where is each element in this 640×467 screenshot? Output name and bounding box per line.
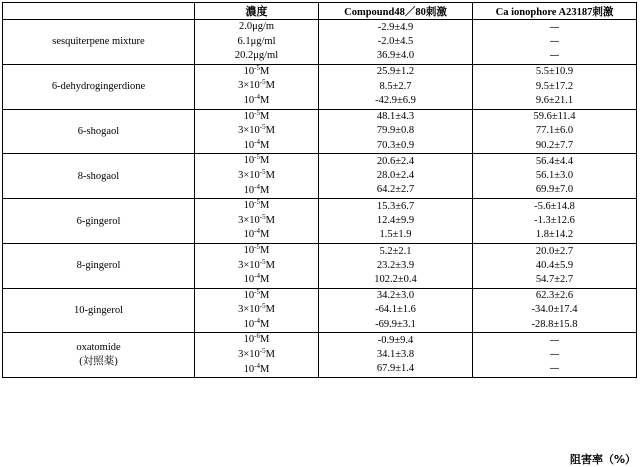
concentration-value: [195, 169, 318, 184]
concentration-value: [195, 273, 318, 288]
concentration-unit: M: [260, 274, 270, 286]
concentration-unit: M: [260, 65, 270, 77]
compound-name: 6-gingerol: [76, 215, 121, 227]
concentration-base: 10: [243, 244, 255, 256]
concentration-value: [195, 154, 318, 169]
header-compound48: Compound48／80刺激: [319, 3, 473, 20]
ca-ionophore-cell: [473, 199, 637, 244]
concentration-unit: M: [260, 318, 270, 330]
table-row: [3, 109, 637, 154]
concentration-value: [195, 139, 318, 154]
compound48-value: 48.1±4.3: [376, 111, 415, 123]
ca-ionophore-value: -28.8±15.8: [531, 318, 578, 330]
table-row: [3, 243, 637, 288]
ca-ionophore-value: —: [549, 35, 560, 47]
concentration-exponent: -5: [254, 287, 260, 296]
concentration-base: 3×10: [238, 349, 260, 361]
ca-ionophore-value: —: [549, 363, 560, 375]
concentration-exponent: -4: [254, 272, 260, 281]
compound48-value: 102.2±0.4: [374, 273, 417, 285]
concentration-cell: [195, 333, 319, 378]
compound48-cell: [319, 109, 473, 154]
compound-name-cell: [3, 20, 195, 65]
compound48-value: -69.9±3.1: [375, 318, 416, 330]
concentration-value: [195, 244, 318, 259]
compound-name: 10-gingerol: [74, 305, 123, 317]
concentration-exponent: -4: [254, 92, 260, 101]
compound-name-cell: [3, 243, 195, 288]
compound-name: 6-dehydrogingerdione: [51, 81, 146, 93]
ca-ionophore-cell: [473, 333, 637, 378]
concentration-value: [195, 199, 318, 214]
compound-name: 6-shogaol: [77, 125, 120, 137]
compound-name-cell: [3, 109, 195, 154]
concentration-exponent: -5: [254, 108, 260, 117]
header-row: [3, 3, 637, 20]
concentration-value: [195, 184, 318, 199]
concentration-cell: [195, 288, 319, 333]
compound48-value: 12.4±9.9: [376, 214, 415, 226]
compound48-cell: [319, 199, 473, 244]
table-row: [3, 154, 637, 199]
ca-ionophore-value: —: [549, 21, 560, 33]
concentration-value: [195, 303, 318, 318]
concentration-unit: M: [260, 139, 270, 151]
ca-ionophore-cell: [473, 243, 637, 288]
concentration-value: [195, 259, 318, 274]
compound48-value: 36.9±4.0: [376, 49, 415, 61]
concentration-base: 10: [243, 229, 255, 241]
ca-ionophore-value: -1.3±12.6: [534, 214, 575, 226]
compound48-value: -42.9±6.9: [375, 94, 416, 106]
concentration-cell: [195, 109, 319, 154]
concentration-value: [195, 79, 318, 94]
concentration-unit: M: [265, 80, 275, 92]
ca-ionophore-value: 77.1±6.0: [535, 125, 574, 137]
concentration-unit: M: [260, 155, 270, 167]
concentration-unit: M: [260, 184, 270, 196]
compound48-value: 64.2±2.7: [376, 184, 415, 196]
ca-ionophore-value: —: [549, 335, 560, 347]
ca-ionophore-value: -34.0±17.4: [531, 304, 578, 316]
concentration-exponent: -5: [254, 242, 260, 251]
concentration-base: 3×10: [238, 169, 260, 181]
compound-name-cell: [3, 333, 195, 378]
concentration-exponent: -6: [254, 332, 260, 341]
compound48-value: 25.9±1.2: [376, 66, 415, 78]
ca-ionophore-cell: [473, 64, 637, 109]
concentration-base: 10: [243, 318, 255, 330]
ca-ionophore-value: -5.6±14.8: [534, 200, 575, 212]
ca-ionophore-value: 54.7±2.7: [535, 273, 574, 285]
concentration-base: 3×10: [238, 80, 260, 92]
compound48-value: -2.0±4.5: [377, 35, 414, 47]
concentration-exponent: -4: [254, 182, 260, 191]
inhibition-table: [2, 2, 637, 378]
compound-name-cell: [3, 64, 195, 109]
table-body: [3, 20, 637, 378]
concentration-unit: M: [260, 110, 270, 122]
concentration-exponent: -4: [254, 361, 260, 370]
concentration-base: 10: [243, 94, 255, 106]
compound48-value: 8.5±2.7: [379, 80, 412, 92]
concentration-exponent: -5: [259, 167, 266, 176]
concentration-base: 10: [243, 363, 255, 375]
concentration-base: 10: [243, 289, 255, 301]
concentration-base: 3×10: [238, 214, 260, 226]
concentration-unit: M: [265, 349, 275, 361]
concentration-exponent: -4: [254, 316, 260, 325]
ca-ionophore-value: —: [549, 349, 560, 361]
ca-ionophore-value: 69.9±7.0: [535, 184, 574, 196]
compound48-cell: [319, 64, 473, 109]
compound48-cell: [319, 154, 473, 199]
compound-name: 8-shogaol: [77, 170, 120, 182]
concentration-unit: M: [265, 214, 275, 226]
ca-ionophore-value: 9.6±21.1: [535, 94, 574, 106]
concentration-cell: [195, 154, 319, 199]
compound48-value: 23.2±3.9: [376, 259, 415, 271]
ca-ionophore-cell: [473, 20, 637, 65]
concentration-unit: M: [260, 334, 270, 346]
header-concentration: 濃度: [195, 3, 319, 20]
concentration-unit: M: [260, 200, 270, 212]
concentration-value: [195, 318, 318, 333]
compound48-value: 5.2±2.1: [379, 245, 412, 257]
concentration-exponent: -5: [259, 302, 266, 311]
compound48-value: 34.2±3.0: [376, 290, 415, 302]
compound48-value: 79.9±0.8: [376, 125, 415, 137]
concentration-exponent: -5: [254, 63, 260, 72]
concentration-value: [195, 228, 318, 243]
table-row: [3, 64, 637, 109]
concentration-exponent: -4: [254, 227, 260, 236]
ca-ionophore-value: 90.2±7.7: [535, 139, 574, 151]
ca-ionophore-value: 40.4±5.9: [535, 259, 574, 271]
table-row: [3, 199, 637, 244]
table-row: [3, 333, 637, 378]
concentration-exponent: -5: [259, 212, 266, 221]
concentration-value: [195, 348, 318, 363]
concentration-base: 10: [243, 65, 255, 77]
compound-name: (対照薬): [79, 356, 118, 368]
concentration-unit: M: [260, 363, 270, 375]
concentration-base: 10: [243, 334, 255, 346]
unit-footnote: 阻害率（%）: [569, 453, 636, 466]
concentration-cell: [195, 20, 319, 65]
concentration-base: 10: [243, 200, 255, 212]
concentration-exponent: -5: [254, 198, 260, 207]
concentration-unit: M: [265, 304, 275, 316]
concentration-exponent: -5: [259, 257, 266, 266]
concentration-value: [195, 20, 318, 35]
concentration-unit: M: [260, 289, 270, 301]
concentration-base: 3×10: [238, 304, 260, 316]
compound48-cell: [319, 288, 473, 333]
concentration-base: 10: [243, 110, 255, 122]
compound48-value: 67.9±1.4: [376, 363, 415, 375]
concentration-base: 3×10: [238, 125, 260, 137]
ca-ionophore-value: 9.5±17.2: [535, 80, 574, 92]
concentration-exponent: -5: [259, 347, 266, 356]
concentration-value: [195, 214, 318, 229]
concentration-unit: M: [260, 244, 270, 256]
compound-name: 8-gingerol: [76, 260, 121, 272]
ca-ionophore-value: 59.6±11.4: [533, 111, 576, 123]
compound48-value: 1.5±1.9: [379, 229, 412, 241]
ca-ionophore-cell: [473, 154, 637, 199]
concentration-value: [195, 124, 318, 139]
concentration-cell: [195, 64, 319, 109]
compound48-value: 34.1±3.8: [376, 349, 415, 361]
ca-ionophore-cell: [473, 109, 637, 154]
compound48-value: 15.3±6.7: [376, 200, 415, 212]
concentration-cell: [195, 243, 319, 288]
concentration-unit: M: [260, 229, 270, 241]
ca-ionophore-cell: [473, 288, 637, 333]
concentration-value: [195, 49, 318, 64]
header-compound: [3, 3, 195, 20]
compound-name-cell: [3, 288, 195, 333]
concentration-base: 20.2μg/ml: [234, 50, 279, 62]
concentration-unit: M: [265, 169, 275, 181]
concentration-base: 3×10: [238, 259, 260, 271]
concentration-value: [195, 289, 318, 304]
compound48-value: 20.6±2.4: [376, 155, 415, 167]
concentration-cell: [195, 199, 319, 244]
concentration-exponent: -4: [254, 137, 260, 146]
compound48-cell: [319, 243, 473, 288]
compound-name: sesquiterpene mixture: [52, 36, 145, 48]
ca-ionophore-value: 20.0±2.7: [535, 245, 574, 257]
compound-name-cell: [3, 154, 195, 199]
concentration-base: 10: [243, 139, 255, 151]
ca-ionophore-value: —: [549, 49, 560, 61]
concentration-value: [195, 65, 318, 80]
compound48-value: -2.9±4.9: [377, 21, 414, 33]
compound-name-cell: [3, 199, 195, 244]
concentration-exponent: -5: [259, 123, 266, 132]
concentration-exponent: -5: [259, 78, 266, 87]
concentration-base: 2.0μg/m: [238, 21, 275, 32]
ca-ionophore-value: 56.4±4.4: [535, 155, 574, 167]
ca-ionophore-value: 1.8±14.2: [535, 229, 574, 241]
concentration-unit: M: [260, 94, 270, 106]
compound48-value: 28.0±2.4: [376, 170, 415, 182]
table-row: [3, 288, 637, 333]
concentration-base: 10: [243, 274, 255, 286]
table-row: [3, 20, 637, 65]
ca-ionophore-value: 56.1±3.0: [535, 170, 574, 182]
concentration-unit: M: [265, 259, 275, 271]
concentration-value: [195, 94, 318, 109]
compound48-cell: [319, 20, 473, 65]
concentration-exponent: -5: [254, 153, 260, 162]
concentration-value: [195, 363, 318, 378]
concentration-base: 10: [243, 184, 255, 196]
ca-ionophore-value: 5.5±10.9: [535, 66, 574, 78]
concentration-value: [195, 35, 318, 50]
compound-name: oxatomide: [76, 342, 121, 354]
concentration-base: 10: [243, 155, 255, 167]
compound48-value: -0.9±9.4: [377, 335, 414, 347]
header-ca-ionophore: Ca ionophore A23187刺激: [473, 3, 637, 20]
concentration-base: 6.1μg/ml: [237, 35, 276, 47]
concentration-value: [195, 110, 318, 125]
compound48-value: 70.3±0.9: [376, 139, 415, 151]
compound48-cell: [319, 333, 473, 378]
compound48-value: -64.1±1.6: [375, 304, 416, 316]
concentration-value: [195, 333, 318, 348]
ca-ionophore-value: 62.3±2.6: [535, 290, 574, 302]
concentration-unit: M: [265, 125, 275, 137]
